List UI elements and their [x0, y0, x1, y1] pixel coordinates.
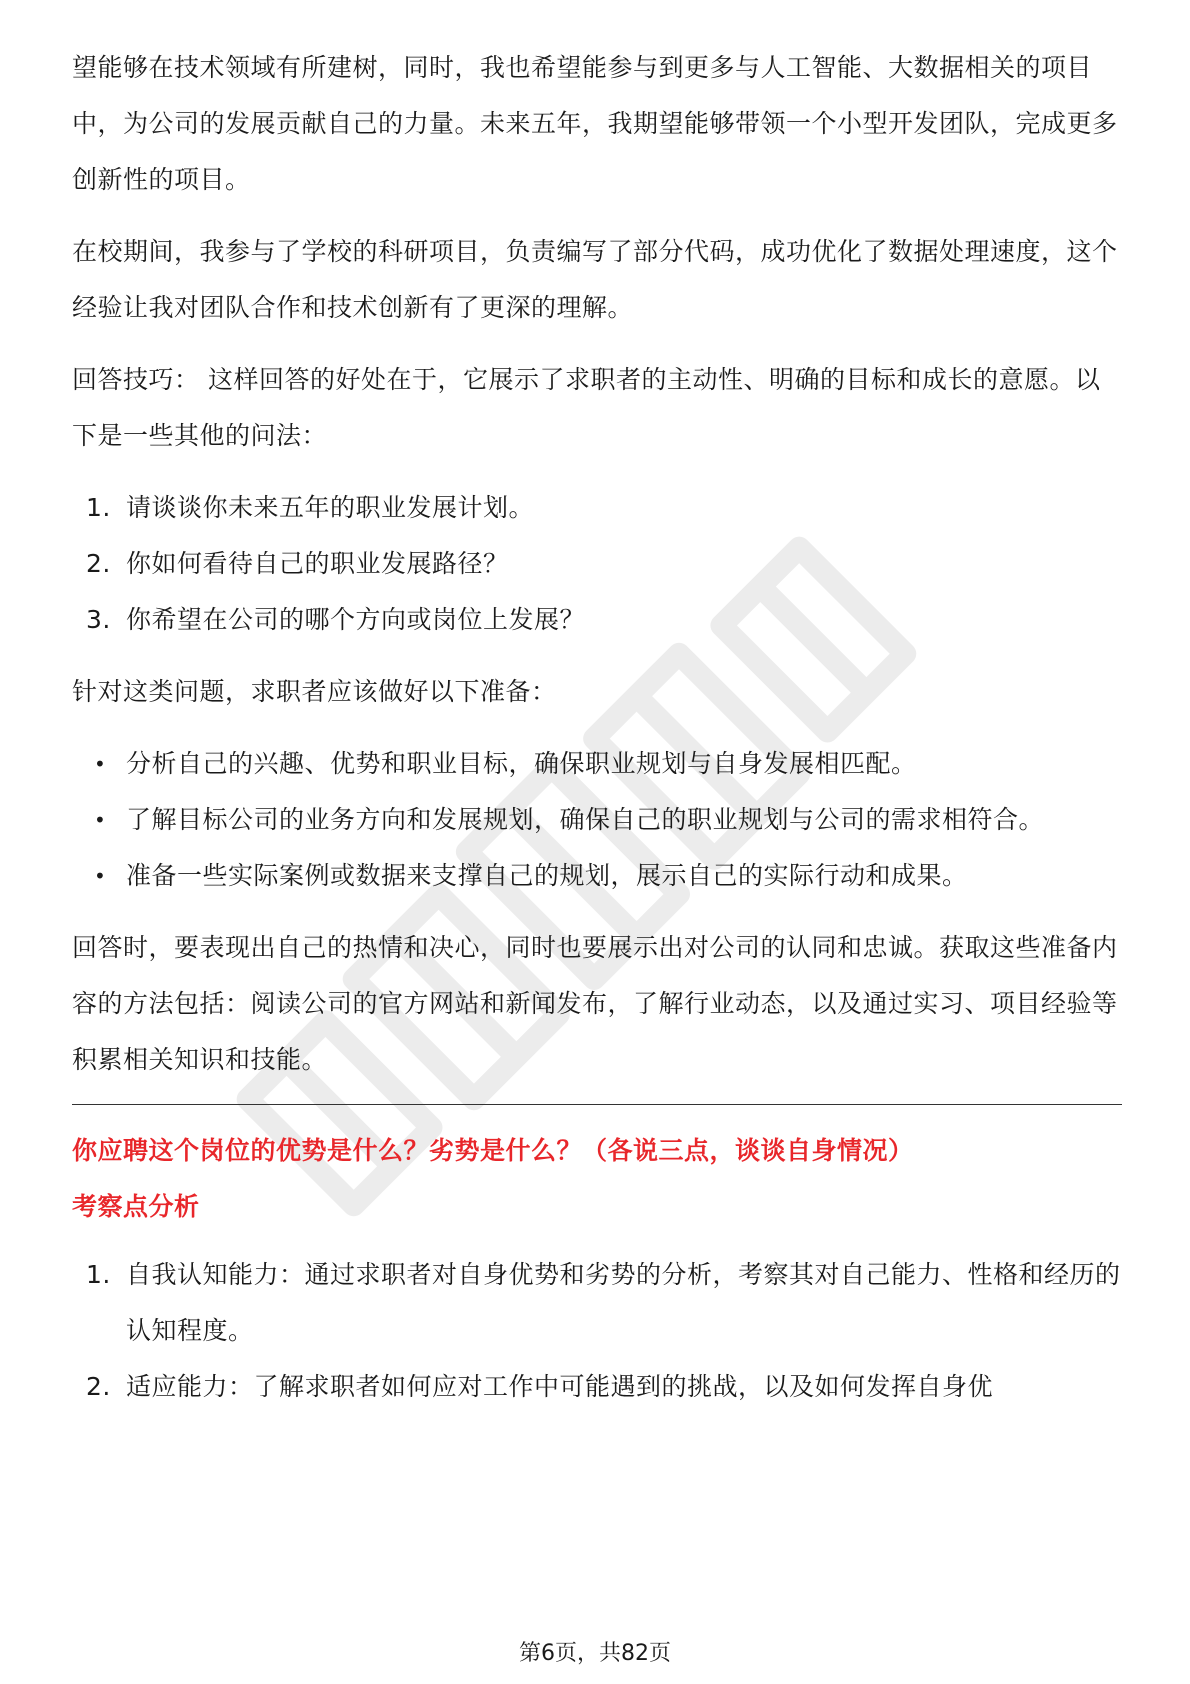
document-page: [72, 40, 1122, 1431]
paragraph-prep-intro: 针对这类问题，求职者应该做好以下准备：: [72, 677, 557, 706]
alternate-questions-list: [72, 480, 1122, 648]
list-item: 2. 适应能力：了解求职者如何应对工作中可能遇到的挑战，以及如何发挥自身优: [86, 1372, 994, 1401]
list-item: 3. 你希望在公司的哪个方向或岗位上发展？: [86, 605, 586, 634]
section-title: 你应聘这个岗位的优势是什么？劣势是什么？（各说三点，谈谈自身情况）: [72, 1136, 914, 1165]
list-item: 2. 你如何看待自己的职业发展路径？: [86, 549, 509, 578]
list-item: 1. 请谈谈你未来五年的职业发展计划。: [86, 493, 535, 522]
list-item: • 了解目标公司的业务方向和发展规划，确保自己的职业规划与公司的需求相符合。: [94, 805, 1045, 834]
list-item: • 分析自己的兴趣、优势和职业目标，确保职业规划与自身发展相匹配。: [94, 749, 917, 778]
page-footer: 第6页，共82页: [519, 1641, 671, 1666]
list-item: • 准备一些实际案例或数据来支撑自己的规划，展示自己的实际行动和成果。: [94, 861, 968, 890]
section-divider: [72, 1104, 1122, 1105]
list-item: 1. 自我认知能力：通过求职者对自身优势和劣势的分析，考察其对自己能力、性格和经历的认知程度。: [86, 1260, 1121, 1345]
section-subtitle: 考察点分析: [72, 1192, 200, 1221]
paragraph-closing: 回答时，要表现出自己的热情和决心，同时也要展示出对公司的认同和忠诚。获取这些准备内容的方法包括：阅读公司的官方网站和新闻发布，了解行业动态，以及通过实习、项目经验等积累相关知识和技能。: [72, 933, 1118, 1074]
paragraph-career-goals: 望能够在技术领域有所建树，同时，我也希望能参与到更多与人工智能、大数据相关的项目中，为公司的发展贡献自己的力量。未来五年，我期望能够带领一个小型开发团队，完成更多创新性的项目。: [72, 53, 1118, 194]
preparation-list: [72, 736, 1122, 904]
paragraph-campus-experience: 在校期间，我参与了学校的科研项目，负责编写了部分代码，成功优化了数据处理速度，这个经验让我对团队合作和技术创新有了更深的理解。: [72, 237, 1118, 322]
analysis-points-list: [72, 1247, 1122, 1415]
paragraph-answer-tips: 回答技巧： 这样回答的好处在于，它展示了求职者的主动性、明确的目标和成长的意愿。以下是一些其他的问法：: [72, 365, 1101, 450]
